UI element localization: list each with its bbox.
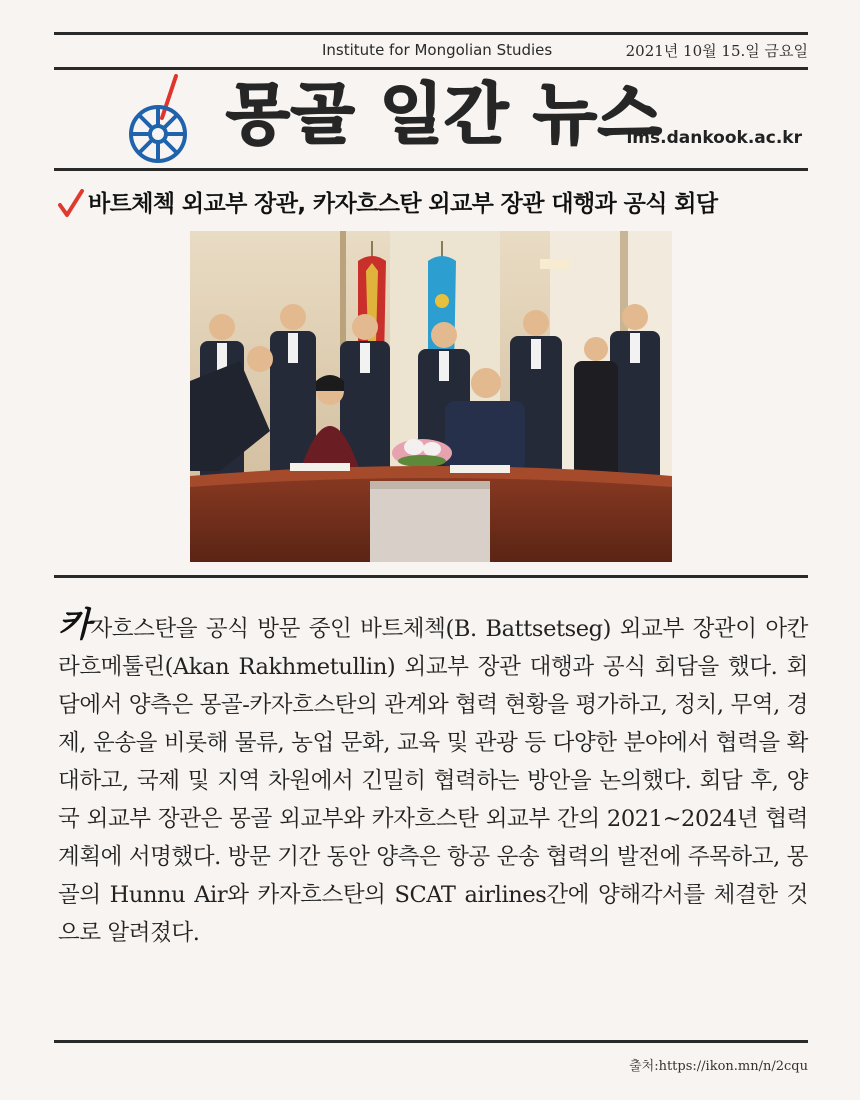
masthead-bottom-rule	[54, 168, 808, 171]
headline-text: 바트체첵 외교부 장관, 카자흐스탄 외교부 장관 대행과 공식 회담	[88, 191, 718, 217]
source-credit: 출처:https://ikon.mn/n/2cqu	[629, 1059, 808, 1074]
article-dropcap: 카	[58, 605, 91, 645]
wheel-logo-icon	[126, 74, 196, 164]
masthead	[54, 70, 808, 166]
photo-bottom-rule	[54, 575, 808, 578]
issue-date: 2021년 10월 15.일 금요일	[625, 42, 808, 60]
site-url: ims.dankook.ac.kr	[626, 128, 802, 148]
top-bar	[54, 36, 808, 66]
top-rule	[54, 32, 808, 35]
checkmark-icon	[58, 188, 84, 218]
article-headline	[58, 186, 808, 226]
institute-name: Institute for Mongolian Studies	[322, 41, 553, 59]
newspaper-title: 몽골 일간 뉴스	[226, 76, 663, 153]
article-body	[58, 606, 808, 952]
article-photo	[190, 231, 672, 562]
photo-illustration	[190, 231, 672, 562]
article-body-text: 자흐스탄을 공식 방문 중인 바트체첵(B. Battsetseg) 외교부 장관이 아칸 라흐메툴린(Akan Rakhmetullin) 외교부 장관 대행과 공식 회담을 했다. 회담에서 양측은 몽골-카자흐스탄의 관계와 협력 현황을 평가하고, 정치, 무역, 경제, 운송을 비롯해 물류, 농업 문화, 교육 및 관광 등 다양한 분야에서 협력을 확대하고, 국제 및 지역 차원에서 긴밀히 협력하는 방안을 논의했다. 회담 후, 양국 외교부 장관은 몽골 외교부와 카자흐스탄 외교부 간의 2021~2024년 협력 계획에 서명했다. 방문 기간 동안 양측은 항공 운송 협력의 발전에 주목하고, 몽골의 Hunnu Air와 카자흐스탄의 SCAT airlines간에 양해각서를 체결한 것으로 알려졌다.	[58, 616, 808, 946]
footer-rule	[54, 1040, 808, 1043]
